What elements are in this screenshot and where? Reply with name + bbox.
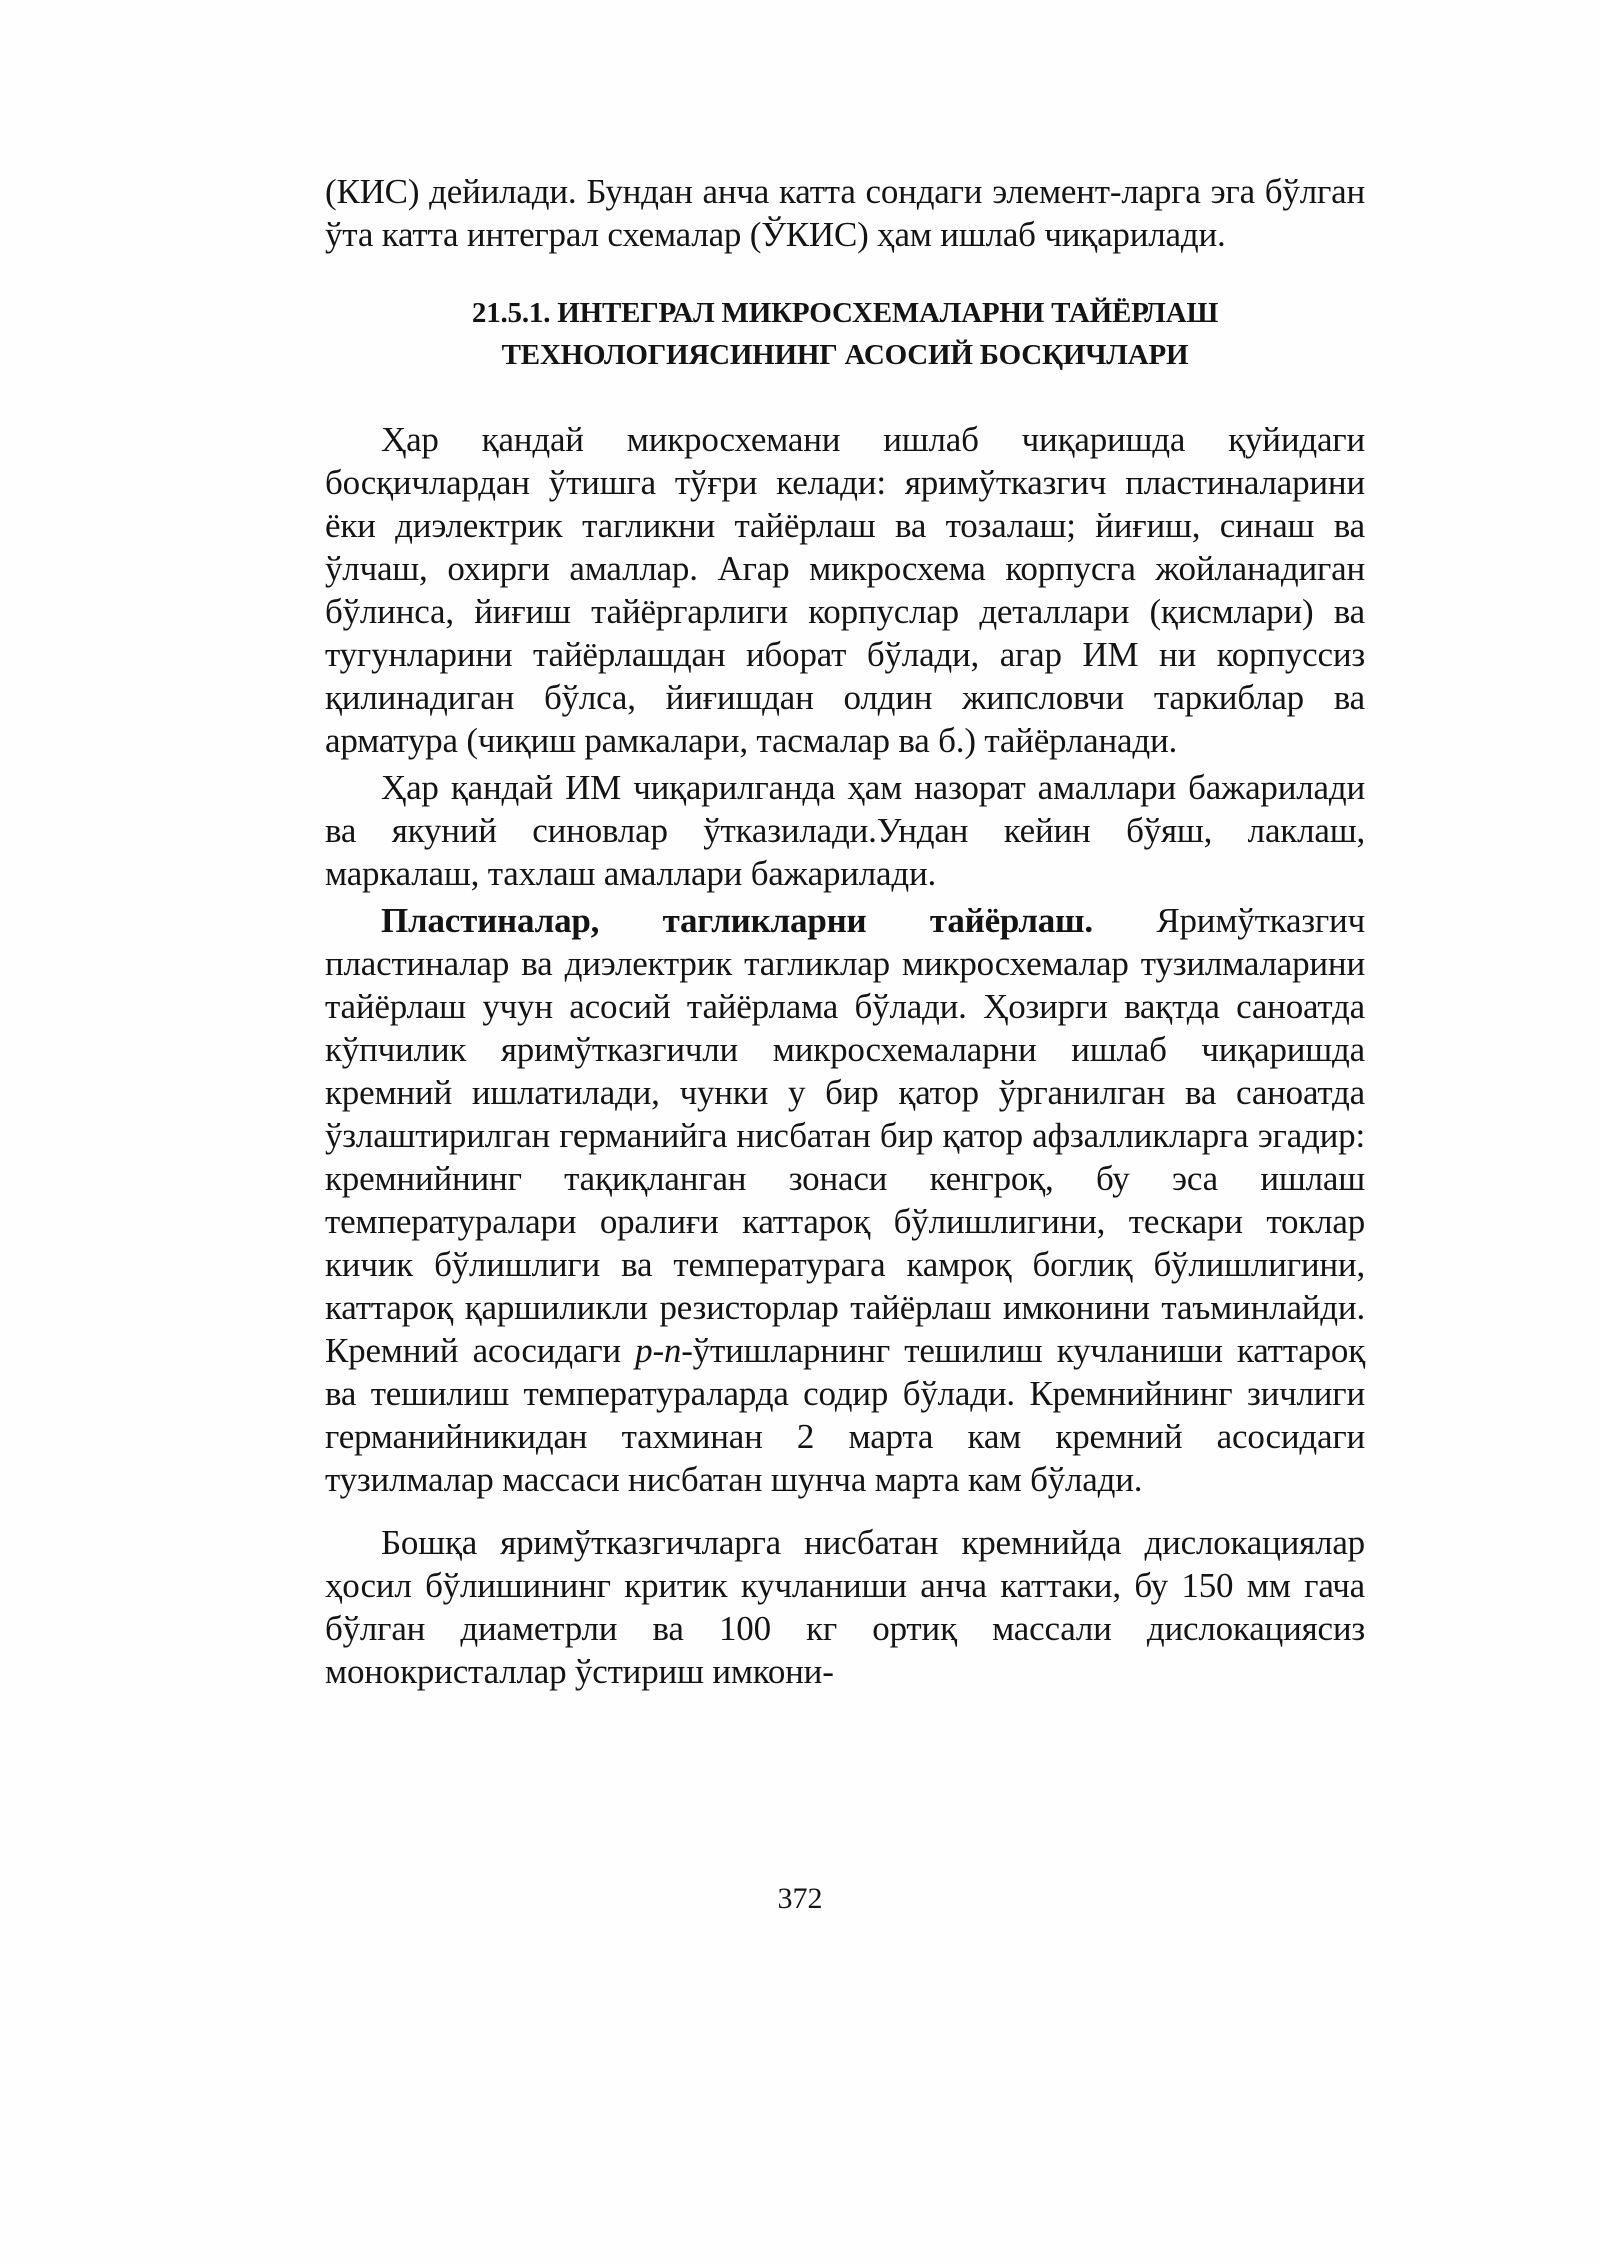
body-paragraph-2: Ҳар қандай ИМ чиқарилганда ҳам назорат амаллари бажарилади ва якуний синовлар ўтказилади.Ундан кейин бўяш, лаклаш, маркалаш, тахлаш амаллари бажарилади. [325, 768, 1365, 893]
body-paragraph-3-text-a: Яримўтказгич пластиналар ва диэлектрик тагликлар микросхемалар тузилмаларини тайёрлаш учун асосий тайёрлама бўлади. Ҳозирги вақтда саноатда кўпчилик яримўтказгичли микросхемаларни ишлаб чиқаришда кремний ишлатилади, чунки у бир қатор ўрганилган ва саноатда ўзлаштирилган германийга нисбатан бир қатор афзалликларга эгадир: кремнийнинг тақиқланган зонаси кенгроқ, бу эса ишлаш температуралари оралиғи каттароқ бўлишлигини, тескари токлар кичик бўлишлиги ва температурага камроқ боглиқ бўлишлигини, каттароқ қаршиликли резисторлар тайёрлаш имконини таъминлайди. Кремний асосидаги [325, 901, 1365, 1370]
body-paragraph-3-text-b: -ўтишларнинг тешилиш кучланиши каттароқ ва тешилиш температураларда содир бўлади. Кремнийнинг зичлиги германийникидан тахминан 2 марта кам кремний асосидаги тузилмалар массаси нисбатан шунча марта кам бўлади. [325, 1331, 1366, 1499]
intro-paragraph: (КИС) дейилади. Бундан анча катта сондаги элемент-ларга эга бўлган ўта катта интеграл схемалар (ЎКИС) ҳам ишлаб чиқарилади. [325, 172, 1365, 254]
run-in-heading: Пластиналар, тагликларни тайёрлаш. [381, 901, 1093, 940]
text-column [325, 170, 1365, 1693]
section-heading [325, 292, 1365, 376]
pn-term: p-n [635, 1331, 682, 1370]
section-heading-line-2: ТЕХНОЛОГИЯСИНИНГ АСОСИЙ БОСҚИЧЛАРИ [501, 339, 1189, 371]
body-paragraph-3 [325, 899, 1365, 1501]
body-paragraph-1: Ҳар қандай микросхемани ишлаб чиқаришда қуйидаги босқичлардан ўтишга тўғри келади: яримўтказгич пластиналарини ёки диэлектрик тагликни тайёрлаш ва тозалаш; йиғиш, синаш ва ўлчаш, охирги амаллар. Агар микросхема корпусга жойланадиган бўлинса, йиғиш тайёргарлиги корпуслар деталлари (қисмлари) ва тугунларини тайёрлашдан иборат бўлади, агар ИМ ни корпуссиз қилинадиган бўлса, йиғишдан олдин жипсловчи таркиблар ва арматура (чиқиш рамкалари, тасмалар ва б.) тайёрланади. [325, 420, 1365, 760]
section-heading-line-1: 21.5.1. ИНТЕГРАЛ МИКРОСХЕМАЛАРНИ ТАЙЁРЛАШ [471, 297, 1219, 329]
page-number: 372 [777, 1882, 823, 1915]
body-paragraph-4: Бошқа яримўтказгичларга нисбатан кремнийда дислокациялар ҳосил бўлишининг критик кучланиши анча каттаки, бу 150 мм гача бўлган диаметрли ва 100 кг ортиқ массали дислокациясиз монокристаллар ўстириш имкони- [325, 1523, 1365, 1691]
